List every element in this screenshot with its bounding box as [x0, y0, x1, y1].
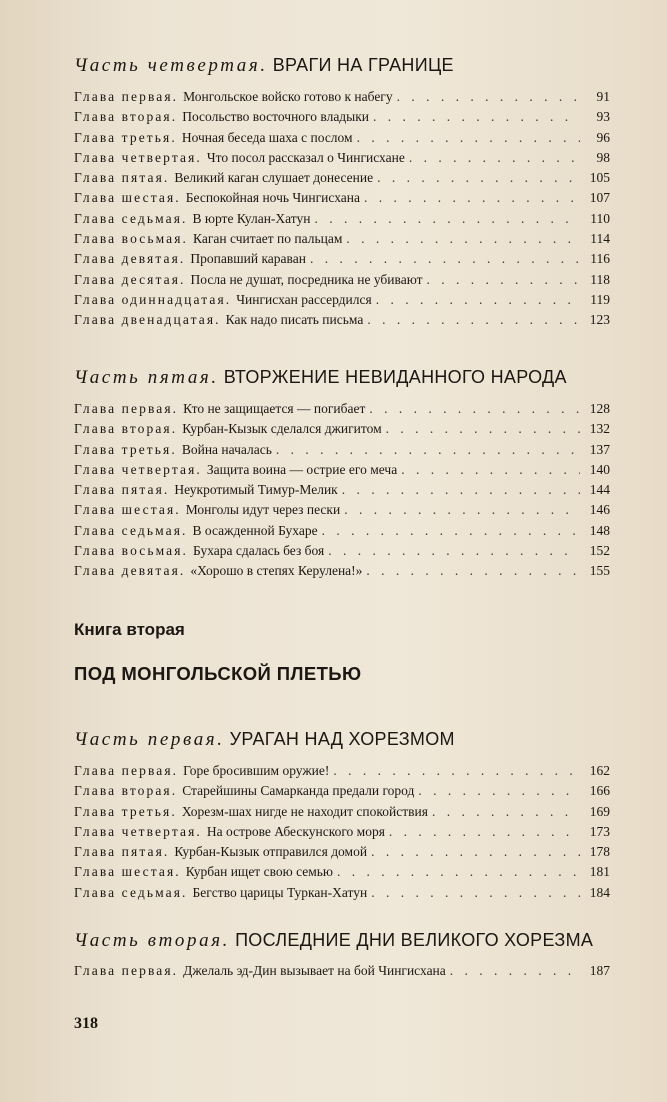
part-heading	[74, 54, 610, 77]
chapter-label: Глава третья.	[74, 129, 177, 145]
dot-leader	[371, 883, 580, 903]
dot-leader	[401, 460, 580, 480]
chapter-label: Глава шестая.	[74, 864, 181, 880]
chapter-page: 118	[590, 271, 610, 287]
dot-leader	[367, 310, 580, 330]
dot-leader	[337, 862, 580, 882]
dot-leader	[432, 802, 580, 822]
chapter-row[interactable]	[74, 270, 610, 290]
chapter-title: Посольство восточного владыки	[182, 109, 370, 125]
chapter-label: Глава четвертая.	[74, 461, 202, 477]
chapter-row[interactable]	[74, 842, 610, 862]
dot-leader	[373, 107, 580, 127]
part-five-section	[74, 366, 610, 582]
chapter-row[interactable]	[74, 107, 610, 127]
part-heading	[74, 366, 610, 389]
chapter-label: Глава восьмая.	[74, 543, 189, 559]
chapter-label: Глава пятая.	[74, 844, 170, 860]
chapter-title: «Хорошо в степях Керулена!»	[190, 563, 363, 579]
chapter-page: 187	[589, 963, 610, 978]
chapter-page: 114	[590, 231, 610, 247]
part-heading	[74, 728, 610, 751]
chapter-row[interactable]	[74, 561, 610, 581]
chapter-row[interactable]	[74, 802, 610, 822]
chapter-label: Глава первая.	[74, 963, 179, 978]
dot-leader	[276, 440, 580, 460]
dot-leader	[376, 290, 580, 310]
chapter-row[interactable]	[74, 229, 610, 249]
chapter-list	[74, 399, 610, 582]
chapter-row[interactable]	[74, 168, 610, 188]
chapter-row[interactable]	[74, 883, 610, 903]
book-label: Книга вторая	[74, 620, 185, 639]
dot-leader	[418, 781, 580, 801]
dot-leader	[310, 249, 580, 269]
chapter-page: 93	[596, 109, 610, 125]
chapter-label: Глава одиннадцатая.	[74, 291, 232, 307]
chapter-row[interactable]	[74, 761, 610, 781]
dot-leader	[377, 168, 580, 188]
chapter-label: Глава девятая.	[74, 563, 186, 579]
chapter-row[interactable]	[74, 290, 610, 310]
chapter-title: Неукротимый Тимур-Мелик	[174, 482, 338, 498]
chapter-list	[74, 961, 610, 981]
chapter-label: Глава вторая.	[74, 109, 178, 125]
chapter-label: Глава седьмая.	[74, 884, 188, 900]
chapter-row[interactable]	[74, 249, 610, 269]
chapter-title: Война началась	[181, 441, 272, 457]
chapter-label: Глава шестая.	[74, 190, 181, 206]
chapter-title: Монголы идут через пески	[185, 502, 341, 518]
book-two-part-one-section	[74, 728, 610, 903]
dot-leader	[333, 761, 580, 781]
page-number: 318	[74, 1015, 98, 1032]
chapter-page: 169	[589, 803, 610, 819]
chapter-title: Защита воина — острие его меча	[206, 461, 398, 477]
dot-leader	[450, 961, 580, 981]
chapter-title: Что посол рассказал о Чингисхане	[206, 149, 405, 165]
chapter-label: Глава двенадцатая.	[74, 312, 221, 328]
chapter-title: В юрте Кулан-Хатун	[192, 210, 311, 226]
chapter-page: 132	[589, 421, 610, 437]
part-label: Часть четвертая.	[74, 55, 268, 76]
chapter-label: Глава пятая.	[74, 170, 170, 186]
chapter-label: Глава первая.	[74, 401, 179, 416]
chapter-page: 162	[589, 763, 610, 778]
dot-leader	[315, 209, 580, 229]
dot-leader	[344, 500, 580, 520]
chapter-title: Посла не душат, посредника не убивают	[190, 271, 423, 287]
chapter-label: Глава седьмая.	[74, 522, 188, 538]
dot-leader	[322, 521, 580, 541]
chapter-row[interactable]	[74, 440, 610, 460]
chapter-page: 96	[596, 129, 610, 145]
chapter-label: Глава шестая.	[74, 502, 181, 518]
chapter-title: Хорезм-шах нигде не находит спокойствия	[181, 803, 428, 819]
part-label: Часть вторая.	[74, 930, 230, 951]
chapter-page: 155	[589, 563, 610, 579]
dot-leader	[427, 270, 580, 290]
chapter-label: Глава девятая.	[74, 251, 186, 267]
part-title: УРАГАН НАД ХОРЕЗМОМ	[229, 729, 455, 749]
chapter-page: 184	[589, 884, 610, 900]
book-two-part-two-section	[74, 930, 610, 981]
chapter-row[interactable]	[74, 521, 610, 541]
chapter-label: Глава седьмая.	[74, 210, 188, 226]
chapter-page: 119	[590, 291, 610, 307]
chapter-page: 98	[596, 149, 610, 165]
chapter-label: Глава первая.	[74, 89, 179, 104]
chapter-row[interactable]	[74, 460, 610, 480]
chapter-title: Ночная беседа шаха с послом	[181, 129, 353, 145]
chapter-title: Бегство царицы Туркан-Хатун	[192, 884, 368, 900]
book-title: ПОД МОНГОЛЬСКОЙ ПЛЕТЬЮ	[74, 663, 362, 684]
chapter-title: Курбан-Кызык отправился домой	[174, 844, 368, 860]
chapter-page: 140	[589, 461, 610, 477]
chapter-row[interactable]	[74, 148, 610, 168]
dot-leader	[342, 480, 580, 500]
part-four-section	[74, 54, 610, 331]
dot-leader	[389, 822, 580, 842]
chapter-row[interactable]	[74, 541, 610, 561]
dot-leader	[364, 188, 580, 208]
chapter-title: Беспокойная ночь Чингисхана	[185, 190, 360, 206]
chapter-title: Горе бросившим оружие!	[183, 763, 330, 778]
chapter-row[interactable]	[74, 862, 610, 882]
chapter-label: Глава пятая.	[74, 482, 170, 498]
dot-leader	[409, 148, 580, 168]
chapter-row[interactable]	[74, 500, 610, 520]
dot-leader	[386, 419, 580, 439]
chapter-label: Глава четвертая.	[74, 823, 202, 839]
chapter-page: 137	[589, 441, 610, 457]
chapter-page: 123	[589, 312, 610, 328]
part-title: ВРАГИ НА ГРАНИЦЕ	[272, 55, 454, 75]
chapter-label: Глава четвертая.	[74, 149, 202, 165]
dot-leader	[369, 399, 580, 419]
chapter-page: 181	[589, 864, 610, 880]
chapter-row[interactable]	[74, 961, 610, 981]
chapter-page: 146	[589, 502, 610, 518]
chapter-row[interactable]	[74, 188, 610, 208]
chapter-page: 91	[596, 89, 610, 104]
chapter-row[interactable]	[74, 480, 610, 500]
chapter-page: 128	[589, 401, 610, 416]
chapter-title: Курбан ищет свою семью	[185, 864, 334, 880]
chapter-row[interactable]	[74, 781, 610, 801]
chapter-title: На острове Абескунского моря	[206, 823, 385, 839]
chapter-title: Как надо писать письма	[225, 312, 364, 328]
part-heading	[74, 930, 610, 951]
chapter-row[interactable]	[74, 310, 610, 330]
chapter-label: Глава вторая.	[74, 421, 178, 437]
chapter-page: 144	[589, 482, 610, 498]
chapter-label: Глава третья.	[74, 441, 177, 457]
dot-leader	[328, 541, 580, 561]
chapter-row[interactable]	[74, 419, 610, 439]
chapter-title: Чингисхан рассердился	[236, 291, 372, 307]
dot-leader	[397, 87, 580, 107]
chapter-label: Глава третья.	[74, 803, 177, 819]
part-title: ПОСЛЕДНИЕ ДНИ ВЕЛИКОГО ХОРЕЗМА	[235, 930, 594, 950]
chapter-title: Старейшины Самарканда предали город	[182, 783, 415, 799]
chapter-label: Глава первая.	[74, 763, 179, 778]
chapter-label: Глава восьмая.	[74, 231, 189, 247]
chapter-title: Бухара сдалась без боя	[193, 543, 325, 559]
chapter-page: 107	[589, 190, 610, 206]
chapter-row[interactable]	[74, 87, 610, 107]
part-label: Часть пятая.	[74, 367, 219, 388]
chapter-row[interactable]	[74, 209, 610, 229]
chapter-page: 110	[590, 210, 610, 226]
chapter-title: Каган считает по пальцам	[193, 231, 343, 247]
chapter-page: 105	[589, 170, 610, 186]
chapter-title: Великий каган слушает донесение	[174, 170, 374, 186]
dot-leader	[357, 128, 580, 148]
chapter-title: Курбан-Кызык сделался джигитом	[182, 421, 382, 437]
chapter-row[interactable]	[74, 399, 610, 419]
chapter-title: Монгольское войско готово к набегу	[183, 89, 393, 104]
chapter-page: 178	[589, 844, 610, 860]
chapter-row[interactable]	[74, 128, 610, 148]
chapter-page: 152	[589, 543, 610, 559]
dot-leader	[366, 561, 580, 581]
dot-leader	[346, 229, 580, 249]
part-label: Часть первая.	[74, 729, 225, 750]
chapter-title: Кто не защищается — погибает	[183, 401, 366, 416]
chapter-list	[74, 87, 610, 331]
chapter-title: Джелаль эд-Дин вызывает на бой Чингисхана	[183, 963, 446, 978]
chapter-title: Пропавший караван	[190, 251, 306, 267]
chapter-page: 148	[589, 522, 610, 538]
chapter-page: 166	[589, 783, 610, 799]
dot-leader	[371, 842, 580, 862]
part-title: ВТОРЖЕНИЕ НЕВИДАННОГО НАРОДА	[223, 367, 567, 387]
chapter-page: 116	[590, 251, 610, 267]
chapter-title: В осажденной Бухаре	[192, 522, 318, 538]
chapter-row[interactable]	[74, 822, 610, 842]
chapter-label: Глава десятая.	[74, 271, 186, 287]
chapter-page: 173	[589, 823, 610, 839]
chapter-label: Глава вторая.	[74, 783, 178, 799]
chapter-list	[74, 761, 610, 903]
